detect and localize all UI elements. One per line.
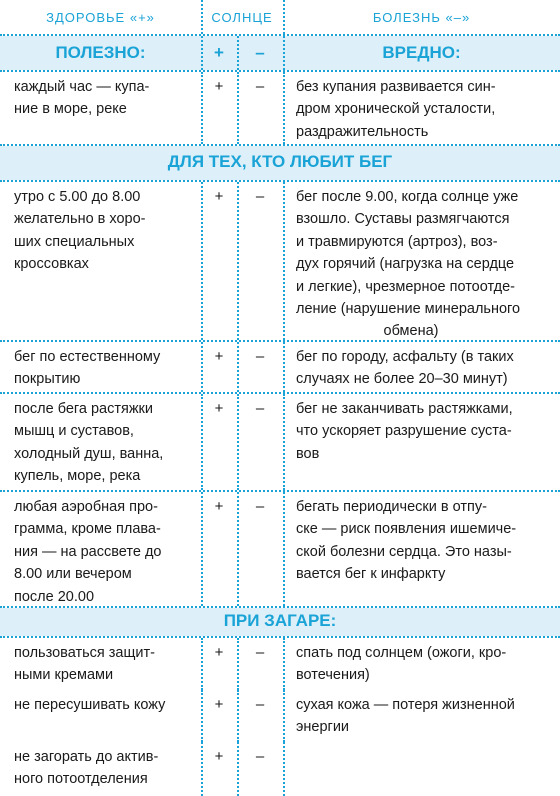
table-row [0,394,560,490]
minus-mark: – [255,498,265,515]
table-row [0,690,560,742]
header-health: ЗДОРОВЬЕ «+» [46,10,155,25]
plus-mark: + [214,644,224,661]
table-header [0,0,560,34]
plus-mark: + [214,348,224,365]
row-useful: бег по естественному покрытию [14,349,161,388]
harmful-title: ВРЕДНО: [382,43,461,62]
table-row [0,742,560,796]
table-row [0,72,560,144]
row-useful: после бега растяжки мышц и суставов, холодный душ, ванна, купель, море, река [14,401,164,485]
row-harmful: сухая кожа — потеря жизненной энергии [296,697,515,736]
row-useful: пользоваться защит- ными кремами [14,645,155,684]
plus-mark: + [214,748,224,765]
minus-sign: – [255,43,265,62]
row-harmful: бегать периодически в отпу- ске — риск появления ишемиче- ской болезни сердца. Это назы- вается бег к инфаркту [296,499,517,583]
plus-sign: + [214,43,224,62]
header-illness: БОЛЕЗНЬ «–» [372,10,471,25]
plus-mark: + [214,188,224,205]
row-useful: не загорать до актив- ного потоотделения [14,749,159,788]
plus-mark: + [214,696,224,713]
minus-mark: – [255,78,265,95]
minus-mark: – [255,400,265,417]
row-useful: каждый час — купа- ние в море, реке [14,79,150,118]
section-tanning [0,608,560,636]
plus-mark: + [214,78,224,95]
minus-mark: – [255,348,265,365]
minus-mark: – [255,696,265,713]
table-row [0,638,560,690]
plus-mark: + [214,498,224,515]
row-harmful: спать под солнцем (ожоги, кро- вотечения) [296,645,507,684]
useful-title: ПОЛЕЗНО: [55,43,146,62]
row-useful: не пересушивать кожу [14,697,166,713]
table-row [0,182,560,340]
plus-mark: + [214,400,224,417]
row-harmful: бег не заканчивать растяжками, что ускоряет разрушение суста- вов [296,401,513,462]
header-sun: СОЛНЦЕ [211,10,273,25]
minus-mark: – [255,644,265,661]
tanning-title: ПРИ ЗАГАРЕ: [223,611,337,630]
minus-mark: – [255,748,265,765]
row-useful: любая аэробная про- грамма, кроме плава- ния — на рассвете до 8.00 или вечером после 20.00 [14,499,162,605]
row-harmful: без купания развивается син- дром хронической усталости, раздражительность [296,79,496,140]
table-row [0,342,560,392]
section-useful-harmful [0,36,560,70]
section-runners [0,146,560,180]
row-harmful: бег по городу, асфальту (в таких случаях не более 20–30 минут) [296,349,514,388]
row-useful: утро с 5.00 до 8.00 желательно в хоро- ших специальных кроссовках [14,189,146,273]
minus-mark: – [255,188,265,205]
runners-title: ДЛЯ ТЕХ, КТО ЛЮБИТ БЕГ [167,152,393,171]
table-row [0,492,560,606]
row-harmful: бег после 9.00, когда солнце уже взошло. Суставы размягчаются и травмируются (артроз), воз- дух горячий (нагрузка на сердце и легкие), чрезмерное потоотде- ление (нарушение минерального обмена) [296,189,521,340]
